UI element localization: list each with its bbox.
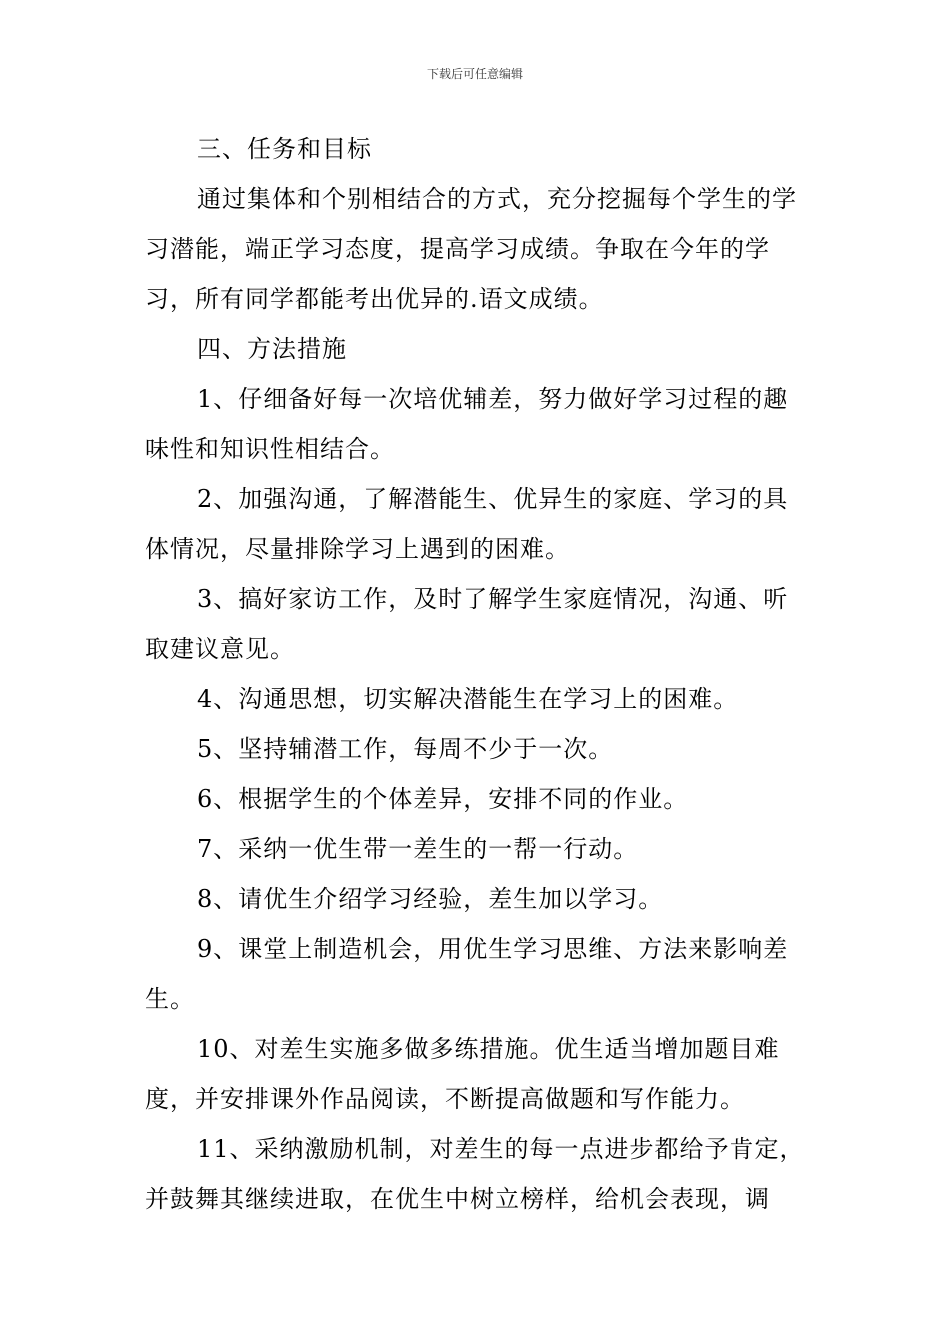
list-item-5: 5、坚持辅潜工作，每周不少于一次。: [197, 735, 614, 763]
paragraph-tasks-body: 通过集体和个别相结合的方式，充分挖掘每个学生的学习潜能，端正学习态度，提高学习成绩。争取在今年的学习，所有同学都能考出优异的.语文成绩。: [145, 185, 797, 313]
document-body: [145, 124, 810, 1224]
section-heading-methods: 四、方法措施: [197, 335, 347, 363]
list-item-11: 11、采纳激励机制，对差生的每一点进步都给予肯定，并鼓舞其继续进取，在优生中树立榜样，给机会表现，调: [145, 1135, 805, 1213]
section-heading-tasks: 三、任务和目标: [197, 135, 372, 163]
list-item-4: 4、沟通思想，切实解决潜能生在学习上的困难。: [197, 685, 739, 713]
list-item-7: 7、采纳一优生带一差生的一帮一行动。: [197, 835, 639, 863]
list-item-10: 10、对差生实施多做多练措施。优生适当增加题目难度，并安排课外作品阅读，不断提高做题和写作能力。: [145, 1035, 780, 1113]
list-item-3: 3、搞好家访工作，及时了解学生家庭情况，沟通、听取建议意见。: [145, 585, 789, 663]
list-item-1: 1、仔细备好每一次培优辅差，努力做好学习过程的趣味性和知识性相结合。: [145, 385, 789, 463]
page-header-note: 下载后可任意编辑: [426, 67, 523, 81]
list-item-8: 8、请优生介绍学习经验，差生加以学习。: [197, 885, 664, 913]
list-item-6: 6、根据学生的个体差异，安排不同的作业。: [197, 785, 689, 813]
list-item-9: 9、课堂上制造机会，用优生学习思维、方法来影响差生。: [145, 935, 789, 1013]
list-item-2: 2、加强沟通，了解潜能生、优异生的家庭、学习的具体情况，尽量排除学习上遇到的困难。: [145, 485, 789, 563]
